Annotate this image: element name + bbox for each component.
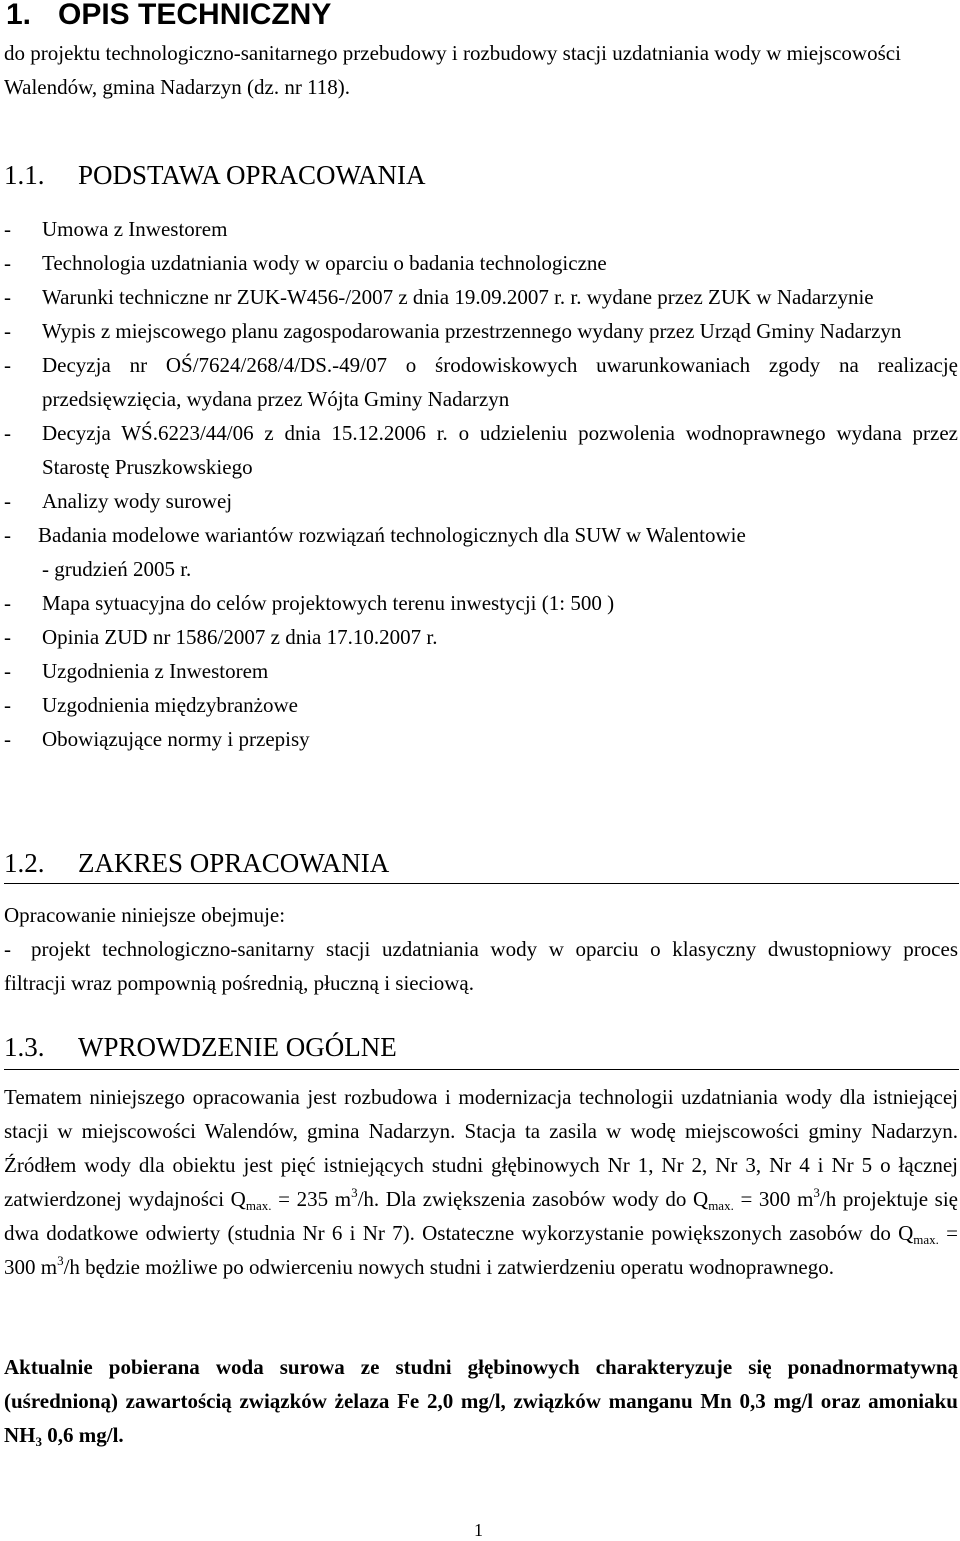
- list-item: [4, 416, 958, 484]
- list-item-text: Umowa z Inwestorem: [42, 217, 228, 241]
- list-item-text: Badania modelowe wariantów rozwiązań technologicznych dla SUW w Walentowie: [38, 523, 746, 547]
- list-dash: -: [4, 285, 11, 309]
- list-item-text: Uzgodnienia międzybranżowe: [42, 693, 298, 717]
- section-title: ZAKRES OPRACOWANIA: [78, 848, 390, 878]
- list-item-text: - grudzień 2005 r.: [42, 557, 192, 581]
- list-dash: -: [4, 319, 11, 343]
- section-number: 1.1.: [4, 160, 45, 190]
- list-item: [4, 314, 958, 348]
- basis-list: [4, 212, 958, 756]
- list-item: [4, 348, 958, 416]
- list-item-text: Obowiązujące normy i przepisy: [42, 727, 310, 751]
- list-dash: -: [4, 489, 11, 513]
- list-dash: -: [4, 727, 11, 751]
- intro-paragraph: do projektu technologiczno-sanitarnego przebudowy i rozbudowy stacji uzdatniania wody w miejscowości Walendów, gmina Nadarzyn (dz. nr 118).: [4, 41, 901, 99]
- list-item-text: Warunki techniczne nr ZUK-W456-/2007 z dnia 19.09.2007 r. r. wydane przez ZUK w Nadarzynie: [42, 285, 874, 309]
- list-item: [4, 722, 958, 756]
- main-heading: [6, 0, 331, 32]
- list-item-continuation: [4, 552, 958, 586]
- main-heading-title: OPIS TECHNICZNY: [58, 0, 332, 31]
- list-dash: -: [4, 217, 11, 241]
- scope-item: [4, 932, 958, 1000]
- list-item: [4, 620, 958, 654]
- list-item: [4, 518, 958, 552]
- list-dash: -: [4, 251, 11, 275]
- list-item: [4, 246, 958, 280]
- list-item-text: Decyzja nr OŚ/7624/268/4/DS.-49/07 o środowiskowych uwarunkowaniach zgody na realizację przedsięwzięcia, wydana przez Wójta Gminy Nadarzyn: [42, 353, 958, 411]
- list-item-text: Opinia ZUD nr 1586/2007 z dnia 17.10.2007 r.: [42, 625, 438, 649]
- list-dash: -: [4, 625, 11, 649]
- page-number: 1: [474, 1520, 483, 1540]
- list-dash: -: [4, 523, 11, 547]
- list-dash: -: [4, 693, 11, 717]
- list-item: [4, 654, 958, 688]
- list-dash: -: [4, 591, 11, 615]
- scope-item-text: projekt technologiczno-sanitarny stacji uzdatniania wody w oparciu o klasyczny dwustopniowy proces filtracji wraz pompownią pośrednią, płuczną i sieciową.: [4, 937, 958, 995]
- list-item-text: Decyzja WŚ.6223/44/06 z dnia 15.12.2006 r. o udzieleniu pozwolenia wodnoprawnego wydana przez Starostę Pruszkowskiego: [42, 421, 958, 479]
- scope-lead: Opracowanie niniejsze obejmuje:: [4, 903, 286, 927]
- list-item-text: Wypis z miejscowego planu zagospodarowania przestrzennego wydany przez Urząd Gminy Nadarzyn: [42, 319, 902, 343]
- section-rule: [4, 883, 959, 884]
- list-dash: -: [4, 937, 11, 961]
- list-item: [4, 280, 958, 314]
- list-item-text: Mapa sytuacyjna do celów projektowych terenu inwestycji (1: 500 ): [42, 591, 615, 615]
- water-quality-paragraph: Aktualnie pobierana woda surowa ze studni głębinowych charakteryzuje się ponadnormatywną (uśrednioną) zawartością związków żelaza Fe 2,0 mg/l, związków manganu Mn 0,3 mg/l oraz amoniaku $NH_3$ 0,6 mg/l.: [4, 1355, 958, 1449]
- section-number: 1.2.: [4, 848, 45, 878]
- list-item: [4, 484, 958, 518]
- list-dash: -: [4, 659, 11, 683]
- list-dash: -: [4, 421, 11, 445]
- section-heading-1-2: [4, 846, 389, 880]
- list-item-text: Analizy wody surowej: [42, 489, 233, 513]
- list-item: [4, 212, 958, 246]
- section-number: 1.3.: [4, 1032, 45, 1062]
- main-heading-number: 1.: [6, 0, 32, 31]
- section-heading-1-3: [4, 1030, 397, 1064]
- section-heading-1-1: [4, 158, 425, 192]
- intro-body-paragraph: Tematem niniejszego opracowania jest rozbudowa i modernizacja technologii uzdatniania wody dla istniejącej stacji w miejscowości Walendów, gmina Nadarzyn. Stacja ta zasila w wodę miejscowości gminy Nadarzyn. Źródłem wody dla obiektu jest pięć istniejących studni głębinowych Nr 1, Nr 2, Nr 3, Nr 4 i Nr 5 o łącznej zatwierdzonej wydajności $Q_{max.} = 235$ $m^3/h$. Dla zwiększenia zasobów wody do $Q_{max.} = 300$ $m^3/h$ projektuje się dwa dodatkowe odwierty (studnia Nr 6 i Nr 7). Ostateczne wykorzystanie powiększonych zasobów do $Q_{max.} = 300$ $m^3/h$ będzie możliwe po odwierceniu nowych studni i zatwierdzeniu operatu wodnoprawnego.: [4, 1085, 959, 1279]
- list-item: [4, 586, 958, 620]
- section-title: PODSTAWA OPRACOWANIA: [78, 160, 426, 190]
- list-item-text: Technologia uzdatniania wody w oparciu o badania technologiczne: [42, 251, 607, 275]
- section-rule: [4, 1069, 959, 1070]
- list-item: [4, 688, 958, 722]
- section-title: WPROWDZENIE OGÓLNE: [78, 1032, 397, 1062]
- list-dash: -: [4, 353, 11, 377]
- list-item-text: Uzgodnienia z Inwestorem: [42, 659, 269, 683]
